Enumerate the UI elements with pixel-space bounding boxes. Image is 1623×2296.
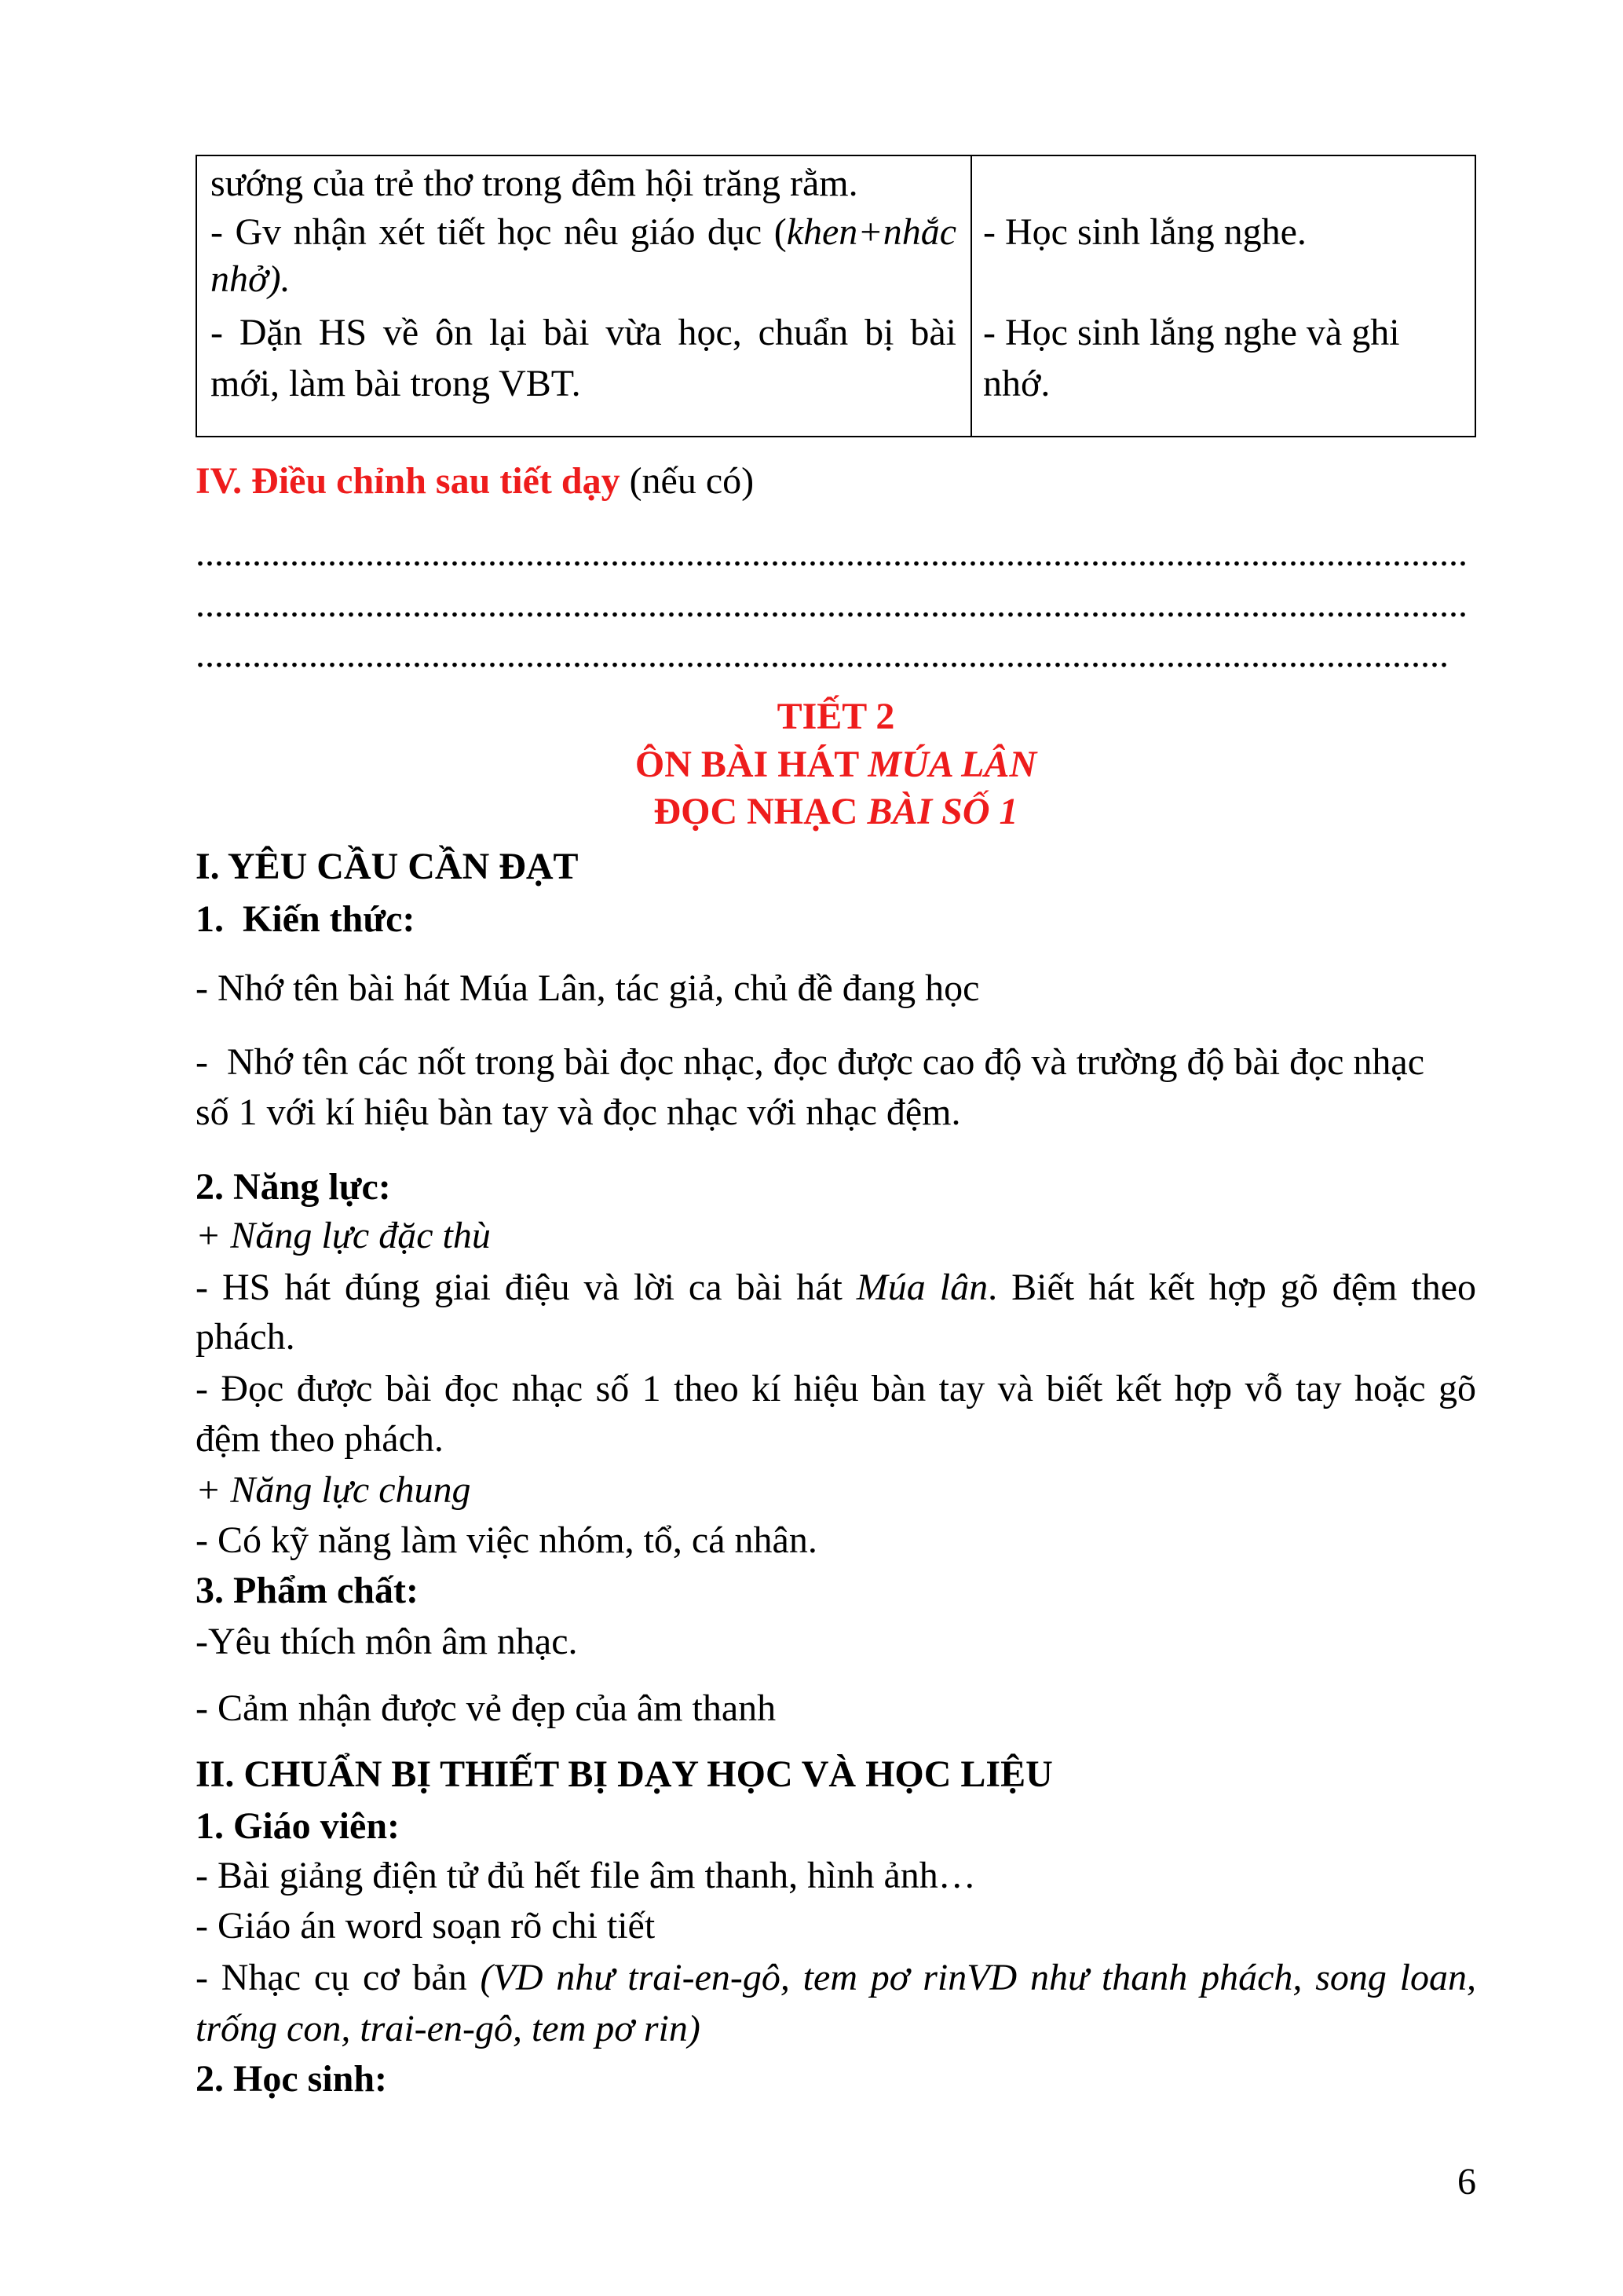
competence-text: - HS hát đúng giai điệu và lời ca bài hát	[196, 1267, 857, 1308]
subsection-heading: 1. Giáo viên:	[196, 1805, 400, 1847]
song-review-prefix: ÔN BÀI HÁT	[634, 744, 868, 785]
teacher-line: mới, làm bài trong VBT.	[210, 363, 581, 404]
song-name-inline: Múa lân	[856, 1267, 989, 1308]
adjustment-note: (nếu có)	[620, 460, 755, 502]
dotted-line: .......................................................................................................................................	[196, 583, 1468, 625]
teacher-prep-item: - Giáo án word soạn rõ chi tiết	[196, 1905, 656, 1947]
competence-item: - Có kỹ năng làm việc nhóm, tổ, cá nhân.	[196, 1519, 817, 1561]
adjustment-heading-text: IV. Điều chỉnh sau tiết dạy	[196, 460, 620, 502]
page-number: 6	[1457, 2161, 1476, 2203]
student-line: - Học sinh lắng nghe và ghi	[983, 312, 1400, 353]
music-reading-name: BÀI SỐ 1	[867, 791, 1018, 832]
lesson-period: TIẾT 2	[777, 696, 895, 737]
teacher-line-italic: khen+nhắc	[786, 211, 956, 253]
knowledge-item: - Nhớ tên các nốt trong bài đọc nhạc, đọc được cao độ và trường độ bài đọc nhạc	[196, 1041, 1424, 1083]
subsection-heading: 1. Kiến thức:	[196, 898, 415, 940]
quality-item: -Yêu thích môn âm nhạc.	[196, 1621, 578, 1662]
teacher-line-text: - Gv nhận xét tiết học nêu giáo dục (	[210, 211, 787, 253]
dotted-line: .....................................................................................................................................	[196, 634, 1449, 675]
teacher-line	[210, 207, 956, 258]
music-reading-prefix: ĐỌC NHẠC	[653, 791, 868, 832]
student-line: - Học sinh lắng nghe.	[983, 211, 1307, 253]
quality-item: - Cảm nhận được vẻ đẹp của âm thanh	[196, 1687, 777, 1729]
teacher-line: nhở).	[210, 258, 291, 300]
section-heading: I. YÊU CẦU CẦN ĐẠT	[196, 846, 579, 887]
dotted-line: .......................................................................................................................................	[196, 532, 1468, 574]
subsection-heading: 3. Phẩm chất:	[196, 1570, 419, 1611]
teacher-prep-item: trống con, trai-en-gô, tem pơ rin)	[196, 2008, 700, 2049]
knowledge-item: số 1 với kí hiệu bàn tay và đọc nhạc với nhạc đệm.	[196, 1091, 961, 1133]
instruments-text: - Nhạc cụ cơ bản	[196, 1957, 481, 1998]
competence-label: + Năng lực đặc thù	[196, 1215, 491, 1256]
subsection-heading: 2. Học sinh:	[196, 2058, 388, 2100]
teacher-prep-item: - Bài giảng điện tử đủ hết file âm thanh, hình ảnh…	[196, 1855, 976, 1896]
adjustment-heading	[196, 456, 754, 506]
competence-label: + Năng lực chung	[196, 1469, 471, 1511]
subsection-heading: 2. Năng lực:	[196, 1166, 391, 1208]
song-name: MÚA LÂN	[868, 744, 1037, 785]
table-column-divider	[971, 155, 972, 437]
music-reading-title	[196, 787, 1476, 837]
student-line: nhớ.	[983, 363, 1051, 404]
teacher-prep-item	[196, 1953, 1476, 2003]
competence-item	[196, 1263, 1476, 1313]
section-heading: II. CHUẨN BỊ THIẾT BỊ DẠY HỌC VÀ HỌC LIỆU	[196, 1753, 1053, 1795]
competence-item: - Đọc được bài đọc nhạc số 1 theo kí hiệu bàn tay và biết kết hợp vỗ tay hoặc gõ	[196, 1368, 1476, 1409]
song-review-title	[196, 740, 1476, 790]
instruments-examples: (VD như trai-en-gô, tem pơ rinVD như thanh phách, song loan,	[480, 1957, 1476, 1998]
teacher-line: sướng của trẻ thơ trong đêm hội trăng rằm.	[210, 163, 858, 204]
competence-text: . Biết hát kết hợp gõ đệm theo	[988, 1267, 1476, 1308]
competence-item: đệm theo phách.	[196, 1418, 444, 1460]
teacher-line: - Dặn HS về ôn lại bài vừa học, chuẩn bị bài	[210, 312, 956, 353]
knowledge-item: - Nhớ tên bài hát Múa Lân, tác giả, chủ đề đang học	[196, 967, 980, 1009]
competence-item: phách.	[196, 1316, 295, 1358]
